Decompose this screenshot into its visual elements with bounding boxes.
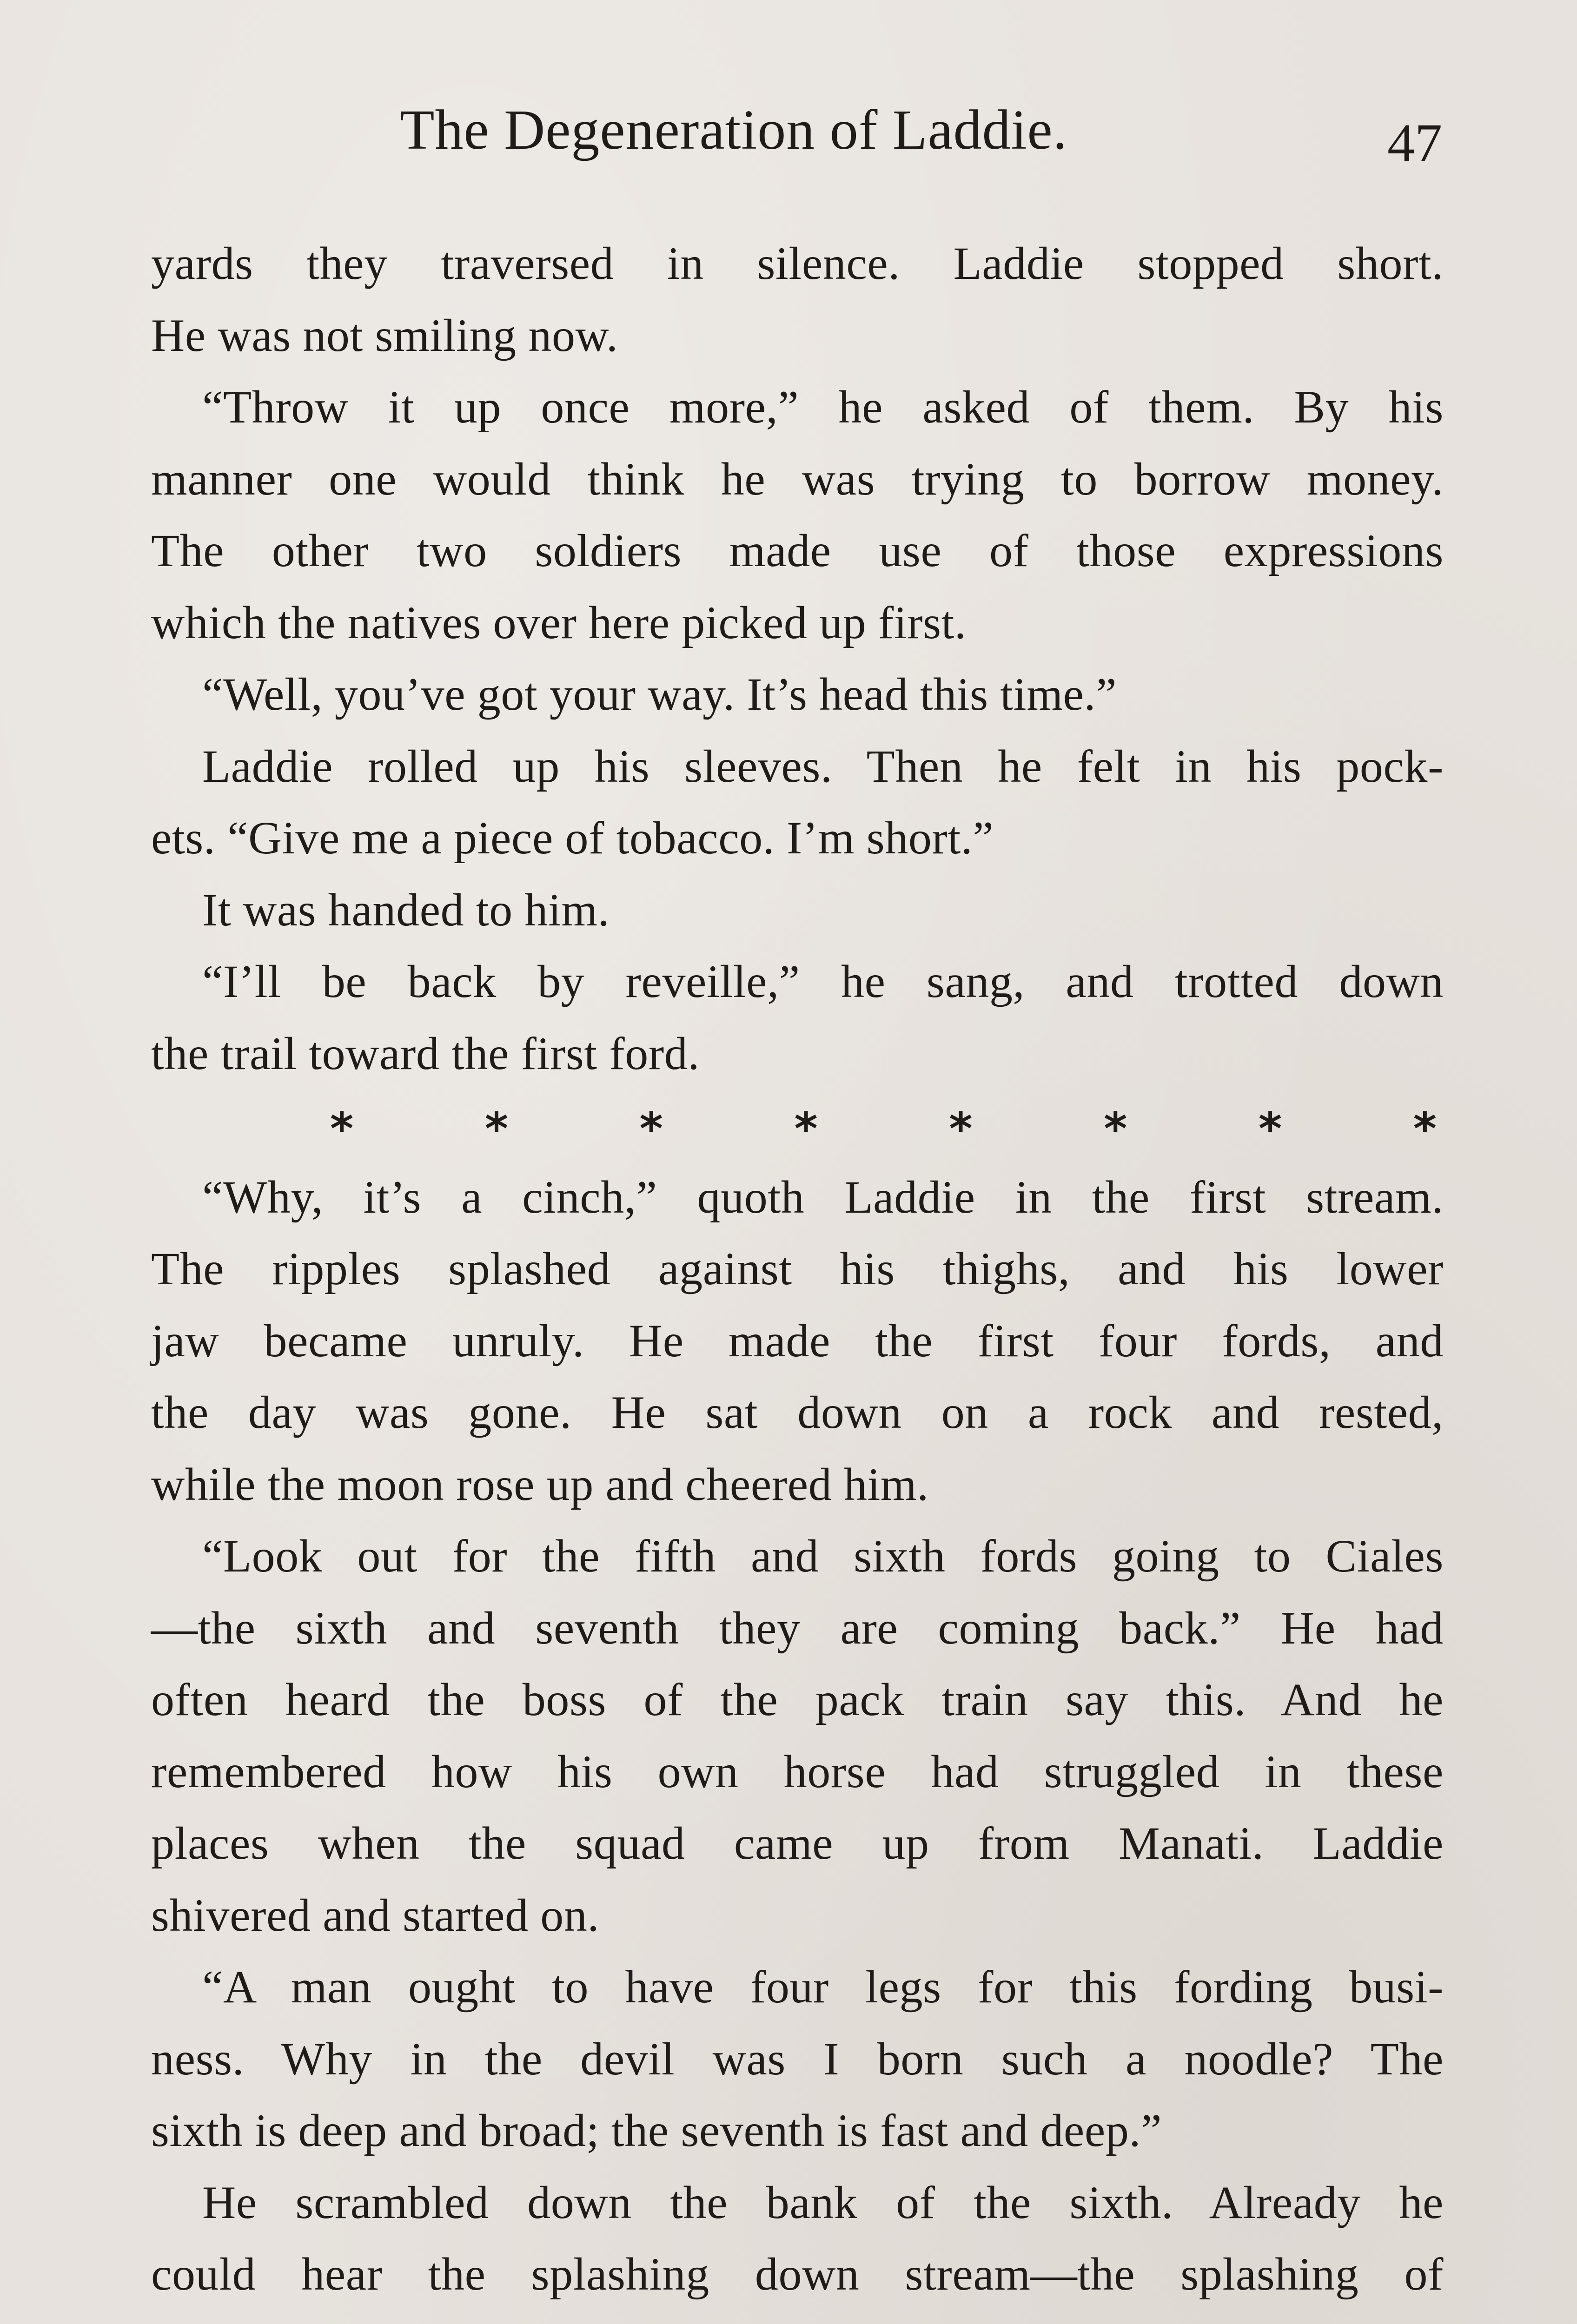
text-line: He was not smiling now. [151,309,618,361]
text-line: the trail toward the first ford. [151,1027,700,1079]
text-line: “Why, it’s a cinch,” quoth Laddie in the first stream. [202,1171,1444,1223]
page-number: 47 [1387,112,1442,173]
text-line: “I’ll be back by reveille,” he sang, and trotted down [202,956,1444,1007]
text-line: yards they traversed in silence. Laddie stopped short. [151,238,1444,289]
text-line: “Look out for the fifth and sixth fords going to Ciales [202,1530,1444,1582]
text-line: could hear the splashing down stream—the splashing of [151,2248,1444,2300]
text-line: The other two soldiers made use of those expressions [151,525,1444,576]
body-text [151,228,1444,2311]
text-line: manner one would think he was trying to borrow money. [151,453,1444,505]
text-line: remembered how his own horse had struggled in these [151,1745,1444,1797]
text-line: It was handed to him. [202,884,610,936]
text-line: jaw became unruly. He made the first four fords, and [151,1314,1444,1367]
running-title: The Degeneration of Laddie. [400,99,1068,161]
text-line: places when the squad came up from Manati. Laddie [151,1817,1444,1869]
text-line: He scrambled down the bank of the sixth. Already he [202,2176,1444,2228]
text-line: The ripples splashed against his thighs, and his lower [151,1243,1444,1294]
text-line: ets. “Give me a piece of tobacco. I’m short.” [151,812,994,864]
text-line: often heard the boss of the pack train say this. And he [151,1674,1444,1725]
text-line: shivered and started on. [151,1889,600,1941]
page-header [0,98,1577,191]
text-line: “Throw it up once more,” he asked of them. By his [202,381,1444,433]
text-line: —the sixth and seventh they are coming back.” He had [151,1602,1444,1654]
text-line: “A man ought to have four legs for this fording busi- [202,1961,1444,2013]
text-line: sixth is deep and broad; the seventh is fast and deep.” [151,2105,1162,2156]
text-line: the day was gone. He sat down on a rock and rested, [151,1386,1444,1438]
section-break-asterisks: * * * * * * * * [330,1103,1437,1155]
text-line: which the natives over here picked up first. [151,596,967,648]
text-line: “Well, you’ve got your way. It’s head this time.” [202,668,1117,720]
text-line: while the moon rose up and cheered him. [151,1458,929,1510]
text-line: ness. Why in the devil was I born such a noodle? The [151,2033,1444,2085]
text-line: Laddie rolled up his sleeves. Then he felt in his pock- [202,740,1444,792]
